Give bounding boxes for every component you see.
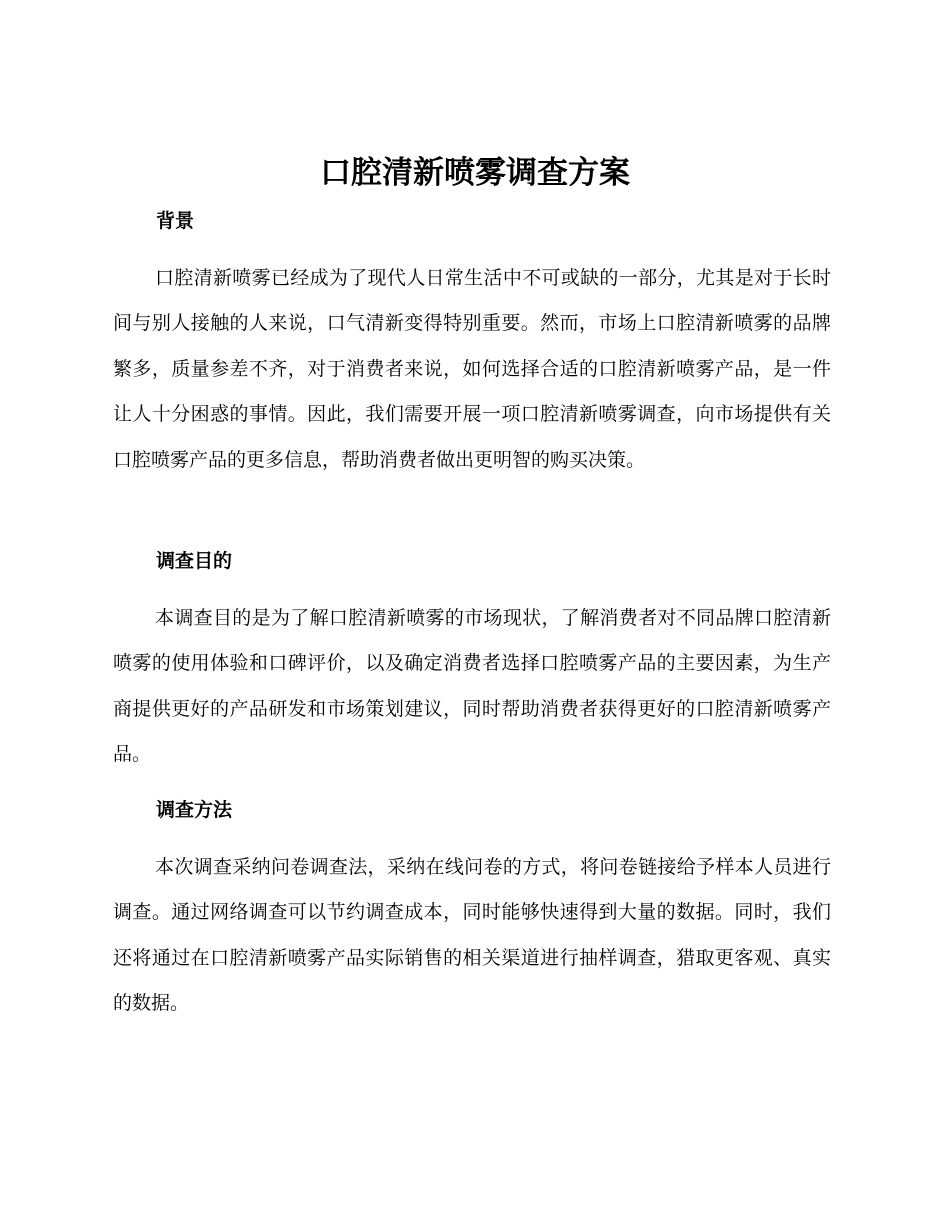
section-heading-method: 调查方法	[156, 799, 233, 821]
section-paragraph-purpose: 本调查目的是为了解口腔清新喷雾的市场现状，了解消费者对不同品牌口腔清新喷雾的使用体验和口碑评价，以及确定消费者选择口腔喷雾产品的主要因素，为生产商提供更好的产品研发和市场策划建议，同时帮助消费者获得更好的口腔清新喷雾产品。	[113, 607, 831, 766]
section-heading-background: 背景	[156, 210, 195, 232]
section-paragraph-method: 本次调查采纳问卷调查法，采纳在线问卷的方式，将问卷链接给予样本人员进行调查。通过网络调查可以节约调查成本，同时能够快速得到大量的数据。同时，我们还将通过在口腔清新喷雾产品实际销售的相关渠道进行抽样调查，猎取更客观、真实的数据。	[113, 856, 831, 1015]
section-paragraph-background: 口腔清新喷雾已经成为了现代人日常生活中不可或缺的一部分，尤其是对于长时间与别人接触的人来说，口气清新变得特别重要。然而，市场上口腔清新喷雾的品牌繁多，质量参差不齐，对于消费者来说，如何选择合适的口腔清新喷雾产品，是一件让人十分困惑的事情。因此，我们需要开展一项口腔清新喷雾调查，向市场提供有关口腔喷雾产品的更多信息，帮助消费者做出更明智的购买决策。	[113, 267, 831, 471]
section-heading-purpose: 调查目的	[156, 550, 233, 572]
document-title: 口腔清新喷雾调查方案	[320, 155, 630, 191]
